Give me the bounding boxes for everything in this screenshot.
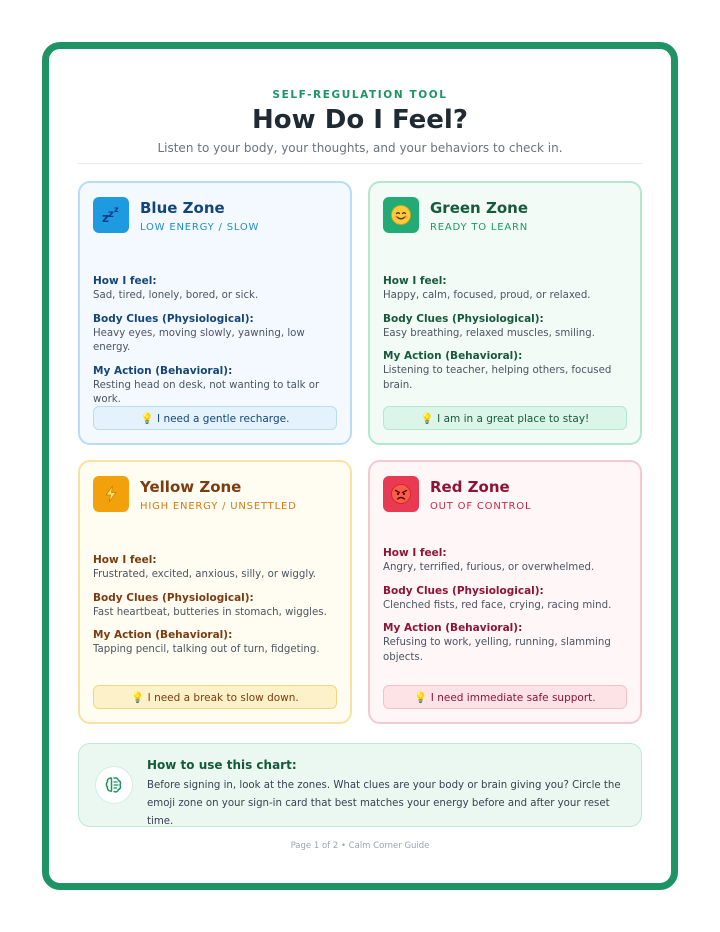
angry-face-icon	[383, 476, 419, 512]
feel-text: Happy, calm, focused, proud, or relaxed.	[383, 290, 591, 301]
feel-text: Frustrated, excited, anxious, silly, or wiggly.	[93, 569, 317, 580]
feel-label: How I feel:	[93, 275, 157, 287]
feel-label: How I feel:	[383, 547, 447, 559]
blue-zone-card	[78, 181, 352, 445]
red-zone-card	[368, 460, 642, 724]
body-clues-label: Body Clues (Physiological):	[383, 584, 544, 597]
zone-name: Yellow Zone	[140, 478, 242, 496]
action-text: Listening to teacher, helping others, focused brain.	[383, 365, 612, 391]
zone-details	[93, 554, 340, 658]
action-label: My Action (Behavioral):	[93, 629, 233, 641]
sleeping-zzz-icon	[93, 197, 129, 233]
action-text: Refusing to work, yelling, running, slamming objects.	[383, 637, 611, 663]
green-zone-card	[368, 181, 642, 445]
page-subtitle: Listen to your body, your thoughts, and your behaviors to check in.	[157, 141, 563, 155]
page-footer: Page 1 of 2 • Calm Corner Guide	[290, 841, 430, 851]
how-to-title: How to use this chart:	[147, 758, 297, 772]
feel-label: How I feel:	[383, 275, 447, 287]
zone-name: Green Zone	[430, 199, 528, 217]
zone-details	[383, 547, 630, 665]
feel-text: Sad, tired, lonely, bored, or sick.	[93, 290, 259, 301]
action-label: My Action (Behavioral):	[383, 350, 523, 362]
brain-icon	[95, 766, 133, 804]
body-clues-label: Body Clues (Physiological):	[93, 591, 254, 604]
lightning-icon	[93, 476, 129, 512]
action-text: Tapping pencil, talking out of turn, fidgeting.	[93, 644, 320, 655]
smiling-face-icon	[383, 197, 419, 233]
how-to-text: Before signing in, look at the zones. What clues are your body or brain giving you? Circle the emoji zone on your sign-in card that best matches your energy before and after your reset time.	[147, 780, 621, 827]
body-clues-label: Body Clues (Physiological):	[383, 312, 544, 325]
body-clues-text: Clenched fists, red face, crying, racing mind.	[383, 599, 612, 611]
zone-name: Red Zone	[430, 478, 510, 496]
svg-text:z: z	[102, 211, 109, 225]
zone-note: 💡 I need immediate safe support.	[383, 685, 627, 709]
header-divider	[78, 163, 642, 164]
zone-details	[93, 275, 340, 408]
zone-note: 💡 I need a break to slow down.	[93, 685, 337, 709]
zone-name: Blue Zone	[140, 199, 225, 217]
zone-subtitle: READY TO LEARN	[430, 222, 529, 233]
feel-text: Angry, terrified, furious, or overwhelmed.	[383, 562, 595, 573]
svg-text:z: z	[114, 205, 119, 214]
svg-text:z: z	[108, 209, 114, 220]
yellow-zone-card	[78, 460, 352, 724]
action-label: My Action (Behavioral):	[383, 622, 523, 634]
page-frame	[42, 42, 678, 890]
zone-note: 💡 I am in a great place to stay!	[383, 406, 627, 430]
zone-details	[383, 275, 630, 393]
zone-subtitle: HIGH ENERGY / UNSETTLED	[140, 501, 297, 512]
body-clues-label: Body Clues (Physiological):	[93, 312, 254, 325]
action-label: My Action (Behavioral):	[93, 364, 233, 377]
body-clues-text: Easy breathing, relaxed muscles, smiling.	[383, 327, 595, 339]
eyebrow-label: SELF-REGULATION TOOL	[272, 89, 448, 101]
body-clues-text: Heavy eyes, moving slowly, yawning, low energy.	[93, 327, 305, 353]
zone-subtitle: OUT OF CONTROL	[430, 501, 532, 512]
body-clues-text: Fast heartbeat, butteries in stomach, wiggles.	[93, 606, 327, 618]
feel-label: How I feel:	[93, 554, 157, 566]
how-to-use-box	[78, 743, 642, 827]
action-text: Resting head on desk, not wanting to talk or work.	[93, 379, 320, 405]
zone-subtitle: LOW ENERGY / SLOW	[140, 222, 260, 233]
zone-note: 💡 I need a gentle recharge.	[93, 406, 337, 430]
page-title: How Do I Feel?	[252, 105, 468, 135]
